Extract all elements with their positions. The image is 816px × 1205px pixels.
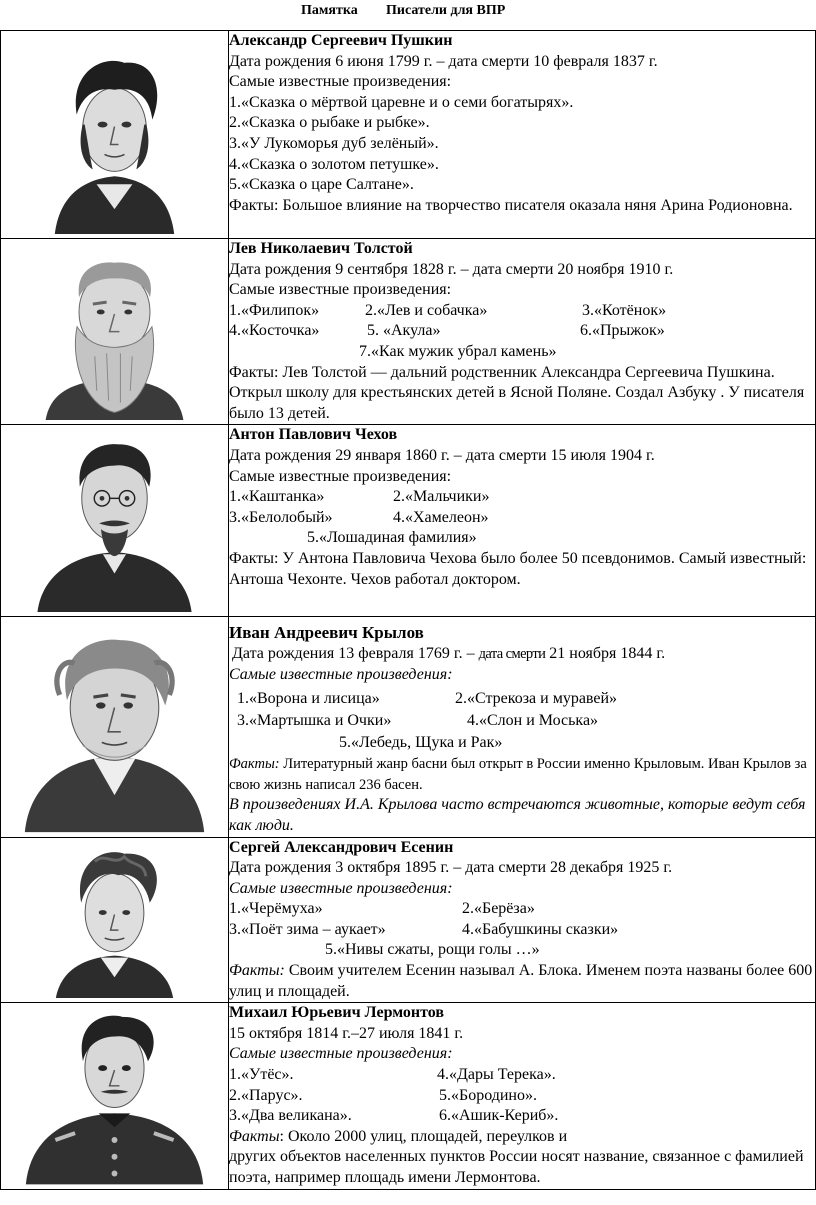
facts	[229, 549, 815, 590]
works-row	[229, 940, 815, 961]
facts-continued: других объектов населенных пунктов России носят название, связанное с фамилией поэта, например площадь имени Лермонтова.	[229, 1148, 804, 1186]
writer-name: Сергей Александрович Есенин	[229, 838, 454, 856]
work-item: 7.«Как мужик убрал камень»	[359, 342, 557, 360]
writer-dates: Дата рождения 9 сентября 1828 г. – дата смерти 20 ноября 1910 г.	[229, 260, 674, 278]
works-label: Самые известные произведения:	[229, 467, 452, 485]
works-label: Самые известные произведения:	[229, 73, 452, 91]
photo-cell	[1, 31, 229, 239]
info-cell-chekhov	[229, 425, 816, 617]
work-item: 2.«Сказка о рыбаке и рыбке».	[229, 114, 430, 132]
work-item: 1.«Филипок»	[229, 301, 320, 319]
dates-part: дата смерти	[478, 645, 546, 662]
work-item: 5. «Акула»	[367, 322, 441, 340]
writer-dates: 15 октября 1814 г.–27 июля 1841 г.	[229, 1024, 464, 1042]
work-item: 5.«Лошадиная фамилия»	[307, 529, 477, 547]
works-label: Самые известные произведения:	[229, 879, 453, 897]
writer-row-pushkin	[1, 31, 816, 239]
photo-cell	[1, 425, 229, 617]
works-row	[229, 487, 815, 508]
work-item: 3.«Поёт зима – аукает»	[229, 920, 386, 938]
writer-name: Антон Павлович Чехов	[229, 426, 398, 444]
works-label: Самые известные произведения:	[229, 1045, 453, 1063]
facts-label: Факты:	[229, 962, 285, 980]
works-row	[229, 733, 815, 754]
portrait-chekhov	[9, 429, 220, 612]
work-item: 5.«Бородино».	[439, 1086, 537, 1104]
portrait-lermontov	[9, 1007, 220, 1184]
facts	[229, 754, 815, 795]
portrait-pushkin	[9, 35, 220, 234]
writer-name: Лев Николаевич Толстой	[229, 240, 413, 257]
work-item: 3.«Белолобый»	[229, 508, 333, 526]
work-item: 4.«Бабушкины сказки»	[462, 920, 619, 938]
header-title-writers: Писатели для ВПР	[386, 3, 506, 18]
work-item: 5.«Сказка о царе Салтане».	[229, 176, 414, 194]
works-label: Самые известные произведения:	[229, 281, 452, 299]
works-row	[229, 899, 815, 920]
facts-text: : Около 2000 улиц, площадей, переулков и	[279, 1127, 568, 1145]
document-header	[0, 0, 816, 30]
work-item: 1.«Черёмуха»	[229, 900, 323, 918]
works-row	[229, 342, 815, 363]
work-item: 5.«Нивы сжаты, рощи голы …»	[325, 941, 540, 959]
dates-part: 21 ноября 1844 г.	[549, 644, 666, 662]
writer-row-krylov	[1, 617, 816, 837]
info-cell-lermontov	[229, 1003, 816, 1189]
work-item: 5.«Лебедь, Щука и Рак»	[339, 734, 503, 752]
works-row	[229, 1106, 815, 1127]
works-row	[229, 301, 815, 322]
photo-cell	[1, 617, 229, 837]
work-item: 4.«Косточка»	[229, 322, 320, 340]
work-item: 4.«Дары Терека».	[437, 1066, 556, 1084]
info-cell-krylov	[229, 617, 816, 837]
portrait-tolstoy	[9, 243, 220, 420]
work-item: 1.«Каштанка»	[229, 488, 325, 506]
facts-label: Факты:	[229, 756, 280, 773]
works-row	[229, 920, 815, 941]
facts-note: В произведениях И.А. Крылова часто встречаются животные, которые ведут себя как люди.	[229, 796, 806, 834]
work-item: 3.«Два великана».	[229, 1107, 352, 1125]
work-item: 3.«Мартышка и Очки»	[237, 712, 392, 730]
facts	[229, 961, 815, 1002]
photo-cell	[1, 837, 229, 1003]
facts-label: Факты:	[229, 549, 279, 567]
works-row	[229, 1086, 815, 1107]
writer-row-tolstoy	[1, 239, 816, 425]
work-item: 6.«Прыжок»	[580, 322, 665, 340]
work-item: 2.«Мальчики»	[393, 488, 490, 506]
info-cell-pushkin	[229, 31, 816, 239]
photo-cell	[1, 239, 229, 425]
writer-row-chekhov	[1, 425, 816, 617]
work-item: 2.«Лев и собачка»	[365, 301, 488, 319]
writer-dates: Дата рождения 29 января 1860 г. – дата смерти 15 июля 1904 г.	[229, 446, 655, 464]
work-item: 2.«Парус».	[229, 1086, 303, 1104]
work-item: 6.«Ашик-Кериб».	[439, 1107, 559, 1125]
work-item: 3.«У Лукоморья дуб зелёный».	[229, 134, 439, 152]
work-item: 4.«Сказка о золотом петушке».	[229, 155, 439, 173]
dates-part: Дата рождения 13 февраля 1769 г. –	[232, 644, 475, 662]
facts-text: Лев Толстой — дальний родственник Александра Сергеевича Пушкина. Открыл школу для крестьянских детей в Ясной Поляне. Создал Азбуку . У писателя было 13 детей.	[229, 363, 805, 422]
writers-table	[0, 30, 816, 1190]
facts-label: Факты:	[229, 363, 279, 381]
facts	[229, 363, 815, 425]
works-row	[229, 1065, 815, 1086]
writer-name: Михаил Юрьевич Лермонтов	[229, 1004, 445, 1022]
portrait-krylov	[9, 621, 220, 832]
works-label: Самые известные произведения:	[229, 665, 453, 683]
work-item: 4.«Хамелеон»	[393, 508, 489, 526]
work-item: 1.«Утёс».	[229, 1066, 294, 1084]
works-row	[229, 689, 815, 711]
writer-dates: Дата рождения 6 июня 1799 г. – дата смерти 10 февраля 1837 г.	[229, 52, 658, 70]
info-cell-tolstoy	[229, 239, 816, 425]
facts-text: Своим учителем Есенин называл А. Блока. Именем поэта названы более 600 улиц и площадей.	[229, 962, 813, 1000]
facts-text: Литературный жанр басни был открыт в России именно Крыловым. Иван Крылов за свою жизнь написал 236 басен.	[229, 756, 807, 793]
writer-dates	[229, 644, 815, 665]
writer-name: Иван Андреевич Крылов	[229, 623, 424, 643]
portrait-yesenin	[9, 842, 220, 999]
facts-text: У Антона Павловича Чехова было более 50 псевдонимов. Самый известный: Антоша Чехонте. Чехов работал доктором.	[229, 549, 807, 588]
work-item: 1.«Сказка о мёртвой царевне и о семи богатырях».	[229, 93, 574, 111]
works-row	[229, 508, 815, 529]
work-item: 3.«Котёнок»	[582, 301, 667, 319]
facts-label: Факты:	[229, 196, 279, 214]
work-item: 4.«Слон и Моська»	[467, 712, 599, 730]
writer-row-lermontov	[1, 1003, 816, 1189]
works-row	[229, 711, 815, 733]
writer-dates: Дата рождения 3 октября 1895 г. – дата смерти 28 декабря 1925 г.	[229, 859, 673, 877]
facts-label: Факты	[229, 1127, 280, 1145]
work-item: 1.«Ворона и лисица»	[237, 690, 380, 708]
facts	[229, 1127, 815, 1148]
photo-cell	[1, 1003, 229, 1189]
works-row	[229, 321, 815, 342]
facts-text: Большое влияние на творчество писателя оказала няня Арина Родионовна.	[282, 196, 793, 214]
work-item: 2.«Берёза»	[462, 900, 535, 918]
writer-row-yesenin	[1, 837, 816, 1003]
header-title-memo: Памятка	[301, 3, 358, 18]
info-cell-yesenin	[229, 837, 816, 1003]
works-row	[229, 528, 815, 549]
work-item: 2.«Стрекоза и муравей»	[455, 690, 618, 708]
writer-name: Александр Сергеевич Пушкин	[229, 32, 453, 49]
facts	[229, 196, 815, 217]
